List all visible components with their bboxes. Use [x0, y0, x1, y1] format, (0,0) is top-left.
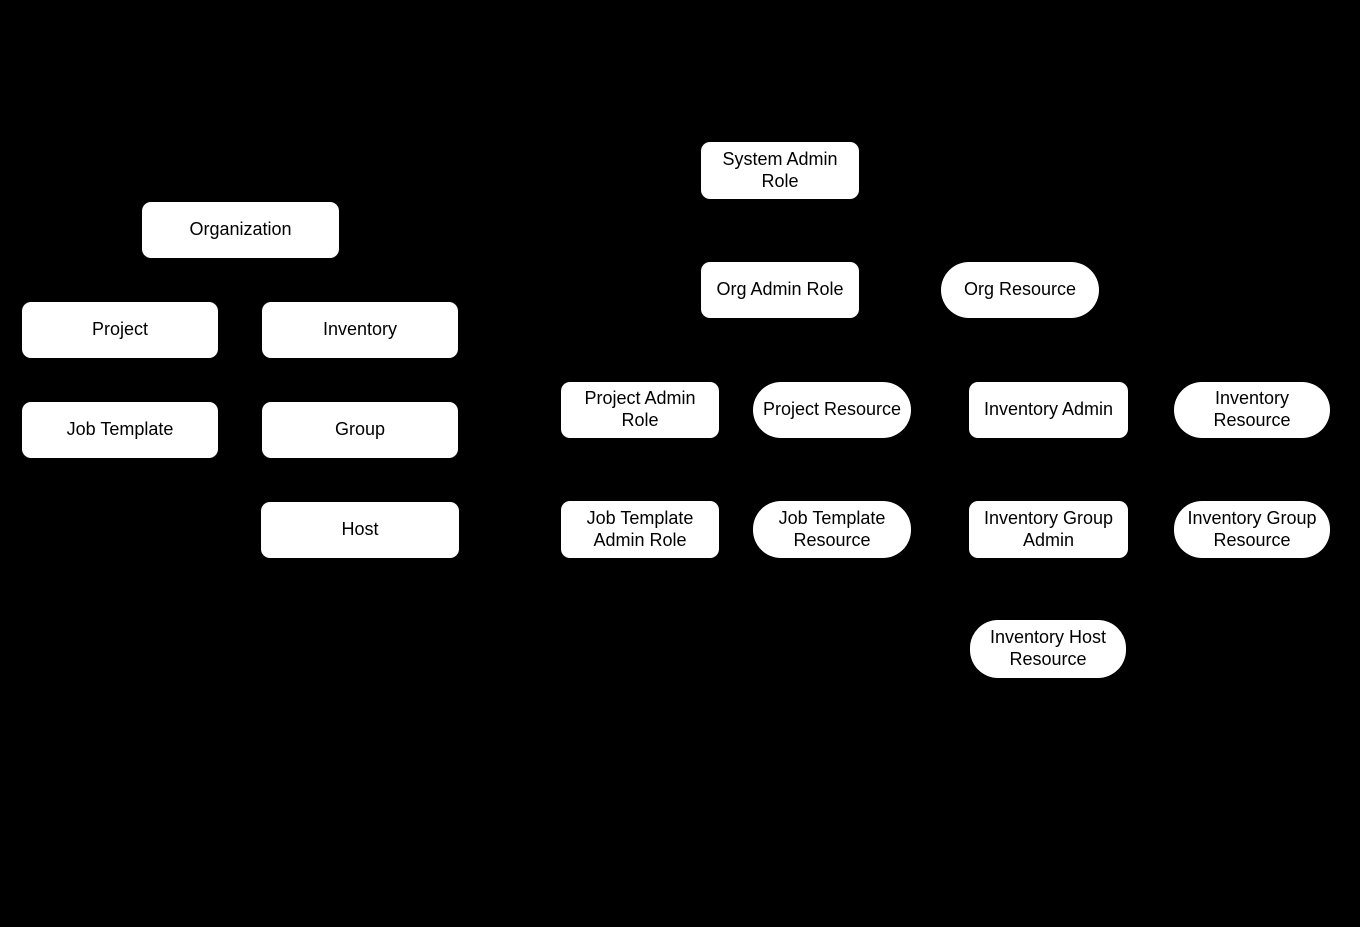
diagram-node-label: Inventory Group Admin [983, 507, 1114, 550]
node-inventory [262, 302, 458, 358]
node-inventory-resource [1174, 382, 1330, 438]
diagram-node-label: System Admin Role [722, 148, 838, 191]
diagram-node-label: Inventory Group Resource [1187, 507, 1317, 550]
node-org-admin-role [701, 262, 859, 318]
node-inventory-group-admin [969, 501, 1128, 558]
node-project [22, 302, 218, 358]
diagram-node-label: Inventory Admin [983, 399, 1114, 420]
diagram-node-label: Org Resource [963, 279, 1077, 300]
diagram-node-label: Group [334, 419, 386, 440]
node-inventory-admin [969, 382, 1128, 438]
diagram-node-label: Job Template Admin Role [586, 507, 694, 550]
node-host [261, 502, 459, 558]
diagram-node-label: Host [341, 519, 379, 540]
node-project-admin-role [561, 382, 719, 438]
diagram-node-label: Organization [189, 219, 292, 240]
node-project-resource [753, 382, 911, 438]
node-job-template-admin-role [561, 501, 719, 558]
diagram-node-label: Inventory Host Resource [989, 627, 1107, 669]
diagram-node-label: Project Resource [762, 399, 902, 420]
node-inventory-host-resource [970, 620, 1126, 678]
node-org-resource [941, 262, 1099, 318]
node-inventory-group-resource [1174, 501, 1330, 558]
node-group [262, 402, 458, 458]
node-system-admin-role [701, 142, 859, 199]
node-job-template-resource [753, 501, 911, 558]
diagram-node-label: Project [91, 319, 149, 340]
diagram-node-label: Inventory [322, 319, 398, 340]
node-organization [142, 202, 339, 258]
diagram-node-label: Project Admin Role [584, 388, 696, 430]
diagram-node-label: Inventory Resource [1213, 388, 1291, 430]
node-job-template [22, 402, 218, 458]
diagram-node-label: Job Template Resource [778, 507, 886, 550]
diagram-node-label: Org Admin Role [716, 279, 844, 300]
diagram-node-label: Job Template [66, 419, 174, 440]
